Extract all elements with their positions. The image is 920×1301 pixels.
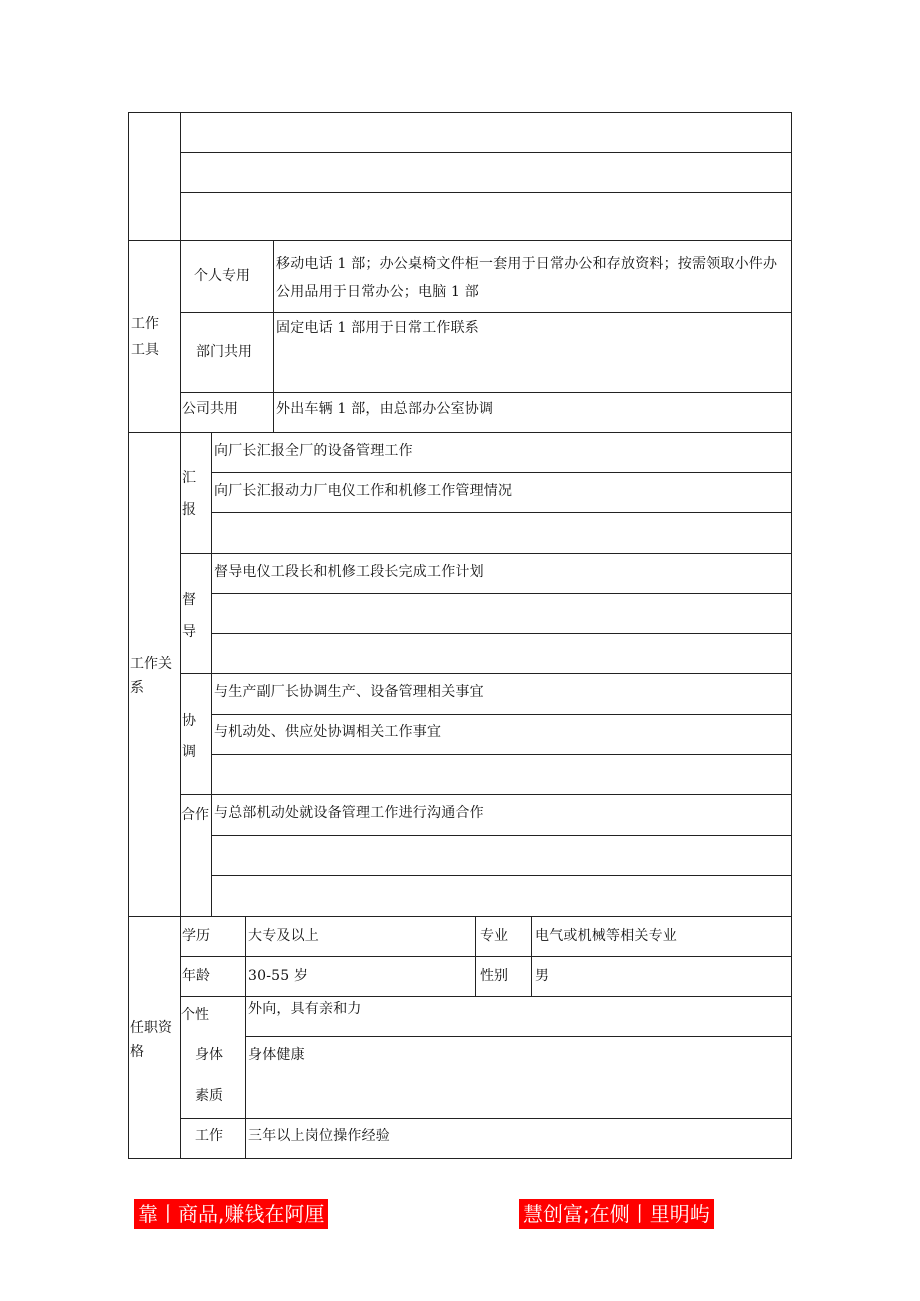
section-divider — [128, 916, 792, 917]
major-label: 专业 — [480, 928, 508, 944]
experience-label: 工作 — [195, 1128, 223, 1144]
supervise-label: 导 — [182, 624, 196, 640]
coordinate-item: 与生产副厂长协调生产、设备管理相关事宜 — [214, 684, 484, 700]
gender-label: 性别 — [480, 968, 508, 984]
row-divider — [180, 673, 792, 674]
qualifications-label: 任职资 — [130, 1020, 172, 1036]
personal-use-label: 个人专用 — [194, 268, 250, 284]
row-divider — [180, 794, 792, 795]
work-tools-label: 工作 — [131, 316, 159, 332]
supervise-label: 督 — [182, 592, 196, 608]
personality-value: 外向，具有亲和力 — [248, 1001, 362, 1017]
cooperate-item: 与总部机动处就设备管理工作进行沟通合作 — [214, 805, 484, 821]
row-divider — [180, 1118, 792, 1119]
section-divider — [128, 240, 792, 241]
personal-use-text: 移动电话 1 部；办公桌椅文件柜一套用于日常办公和存放资料；按需领取小件办公用品用于日常办公；电脑 1 部 — [276, 256, 778, 300]
row-divider — [211, 593, 792, 594]
personality-label: 个性 — [181, 1007, 209, 1023]
row-divider — [180, 312, 792, 313]
row-divider — [180, 956, 792, 957]
row-divider — [211, 714, 792, 715]
education-label: 学历 — [182, 928, 210, 944]
coordinate-label: 调 — [182, 744, 196, 760]
education-value: 大专及以上 — [248, 928, 319, 944]
department-shared-label: 部门共用 — [196, 344, 252, 360]
section-divider — [128, 432, 792, 433]
row-divider — [180, 192, 792, 193]
work-relations-label: 系 — [130, 680, 144, 696]
physical-label: 素质 — [195, 1088, 223, 1104]
row-divider — [211, 754, 792, 755]
physical-label: 身体 — [195, 1047, 223, 1063]
report-label: 汇 — [182, 470, 196, 486]
ad-banner-left[interactable]: 靠丨商品,赚钱在阿厘 — [134, 1199, 328, 1229]
age-value: 30-55 岁 — [248, 968, 309, 984]
gender-value: 男 — [535, 968, 550, 984]
column-divider — [273, 392, 274, 432]
ad-banner-right[interactable]: 慧创富;在侧丨里明屿 — [519, 1199, 714, 1229]
report-item: 向厂长汇报全厂的设备管理工作 — [214, 443, 413, 459]
column-divider — [245, 916, 246, 1159]
report-item: 向厂长汇报动力厂电仪工作和机修工作管理情况 — [214, 483, 513, 499]
row-divider — [211, 512, 792, 513]
physical-value: 身体健康 — [248, 1047, 305, 1063]
experience-value: 三年以上岗位操作经验 — [248, 1128, 390, 1144]
qualifications-label: 格 — [130, 1044, 144, 1060]
row-divider — [180, 152, 792, 153]
row-divider — [211, 633, 792, 634]
coordinate-label: 协 — [182, 713, 196, 729]
company-shared-text: 外出车辆 1 部，由总部办公室协调 — [276, 401, 494, 417]
supervise-item: 督导电仪工段长和机修工段长完成工作计划 — [214, 564, 484, 580]
row-divider — [211, 472, 792, 473]
row-divider — [211, 835, 792, 836]
major-value: 电气或机械等相关专业 — [535, 928, 677, 944]
department-shared-text: 固定电话 1 部用于日常工作联系 — [276, 320, 480, 336]
coordinate-item: 与机动处、供应处协调相关工作事宜 — [214, 724, 442, 740]
age-label: 年龄 — [182, 968, 210, 984]
work-relations-label: 工作关 — [130, 656, 172, 672]
column-divider — [180, 112, 181, 1159]
row-divider — [180, 392, 792, 393]
column-divider — [273, 240, 274, 392]
row-divider — [211, 875, 792, 876]
work-tools-label: 工具 — [131, 342, 159, 358]
row-divider — [180, 996, 792, 997]
report-label: 报 — [182, 502, 196, 518]
company-shared-label: 公司共用 — [182, 401, 238, 417]
row-divider — [245, 1036, 792, 1037]
cooperate-label: 合作 — [181, 807, 209, 823]
row-divider — [180, 553, 792, 554]
column-divider — [211, 432, 212, 916]
